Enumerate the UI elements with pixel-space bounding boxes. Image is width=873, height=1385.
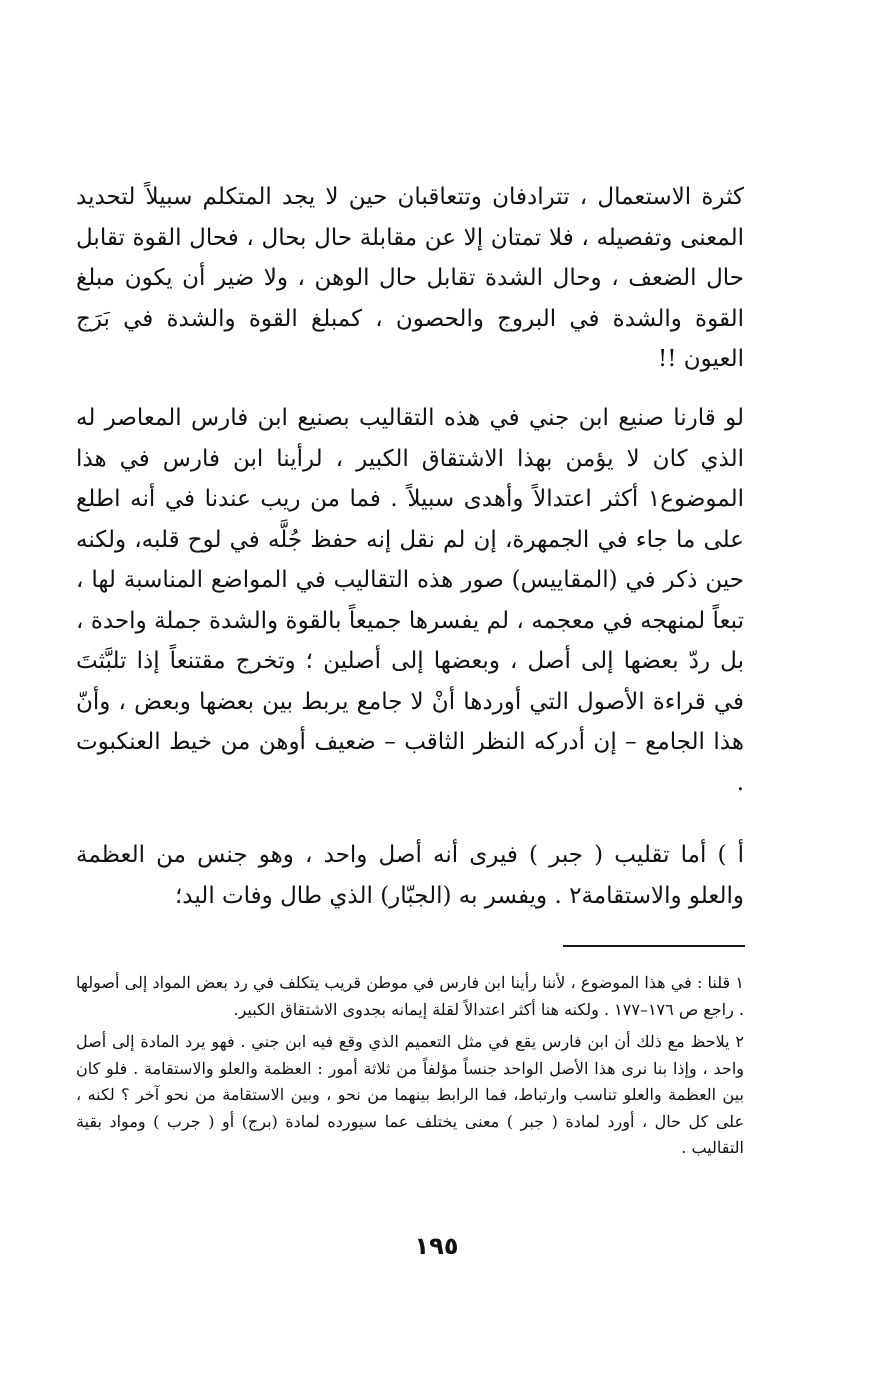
footnote-2: ٢ يلاحظ مع ذلك أن ابن فارس يقع في مثل التعميم الذي وقع فيه ابن جني . فهو يرد المادة إلى أصل واحد ، وإذا بنا نرى هذا الأصل الواحد جنساً مؤلفاً من ثلاثة أمور : العظمة والعلو والاستقامة . فلو كان بين العظمة والعلو تناسب وارتباط، فما الرابط بينهما من نحو ، وبين الاستقامة من نحو آخر ؟ لكنه ، على كل حال ، أورد لمادة ( جبر ) معنى يختلف عما سيورده لمادة (برج) أو ( جرب ) ومواد بقية التقاليب . [76,1032,744,1157]
footnotes [76,970,744,1168]
footnote-divider [563,945,745,947]
body-paragraph-1 [76,177,744,380]
paragraph-text: أ ) أما تقليب ( جبر ) فيرى أنه أصل واحد ، وهو جنس من العظمة والعلو والاستقامة٢ . ويفسر به (الجبّار) الذي طال وفات اليد؛ [76,842,744,909]
body-paragraph-2 [76,398,744,803]
paragraph-text: كثرة الاستعمال ، تترادفان وتتعاقبان حين لا يجد المتكلم سبيلاً لتحديد المعنى وتفصيله ، فلا تمتان إلا عن مقابلة حال بحال ، فحال القوة تقابل حال الضعف ، وحال الشدة تقابل حال الوهن ، ولا ضير أن يكون مبلغ القوة والشدة في البروج والحصون ، كمبلغ القوة والشدة في بَرَج العيون !! [76,184,744,372]
body-paragraph-3 [76,835,744,916]
paragraph-text: لو قارنا صنيع ابن جني في هذه التقاليب بصنيع ابن فارس المعاصر له الذي كان لا يؤمن بهذا الاشتقاق الكبير ، لرأينا ابن فارس في هذا الموضوع١ أكثر اعتدالاً وأهدى سبيلاً . فما من ريب عندنا في أنه اطلع على ما جاء في الجمهرة، إن لم نقل إنه حفظ جُلَّه في لوح قلبه، ولكنه حين ذكر في (المقاييس) صور هذه التقاليب في المواضع المناسبة لها ، تبعاً لمنهجه في معجمه ، لم يفسرها جميعاً بالقوة والشدة جملة واحدة ، بل ردّ بعضها إلى أصل ، وبعضها إلى أصلين ؛ وتخرج مقتنعاً إذا تلبَّثتَ في قراءة الأصول التي أوردها أنْ لا جامع يربط بين بعضها وبعض ، وأنّ هذا الجامع – إن أدركه النظر الثاقب – ضعيف أوهن من خيط العنكبوت . [76,405,744,796]
footnote-1: ١ قلنا : في هذا الموضوع ، لأننا رأينا ابن فارس في موطن قريب يتكلف في رد بعض المواد إلى أصولها . راجع ص ١٧٦–١٧٧ . ولكنه هنا أكثر اعتدالاً لقلة إيمانه بجدوى الاشتقاق الكبير. [76,973,744,1019]
page-number: ١٩٥ [414,1232,459,1260]
